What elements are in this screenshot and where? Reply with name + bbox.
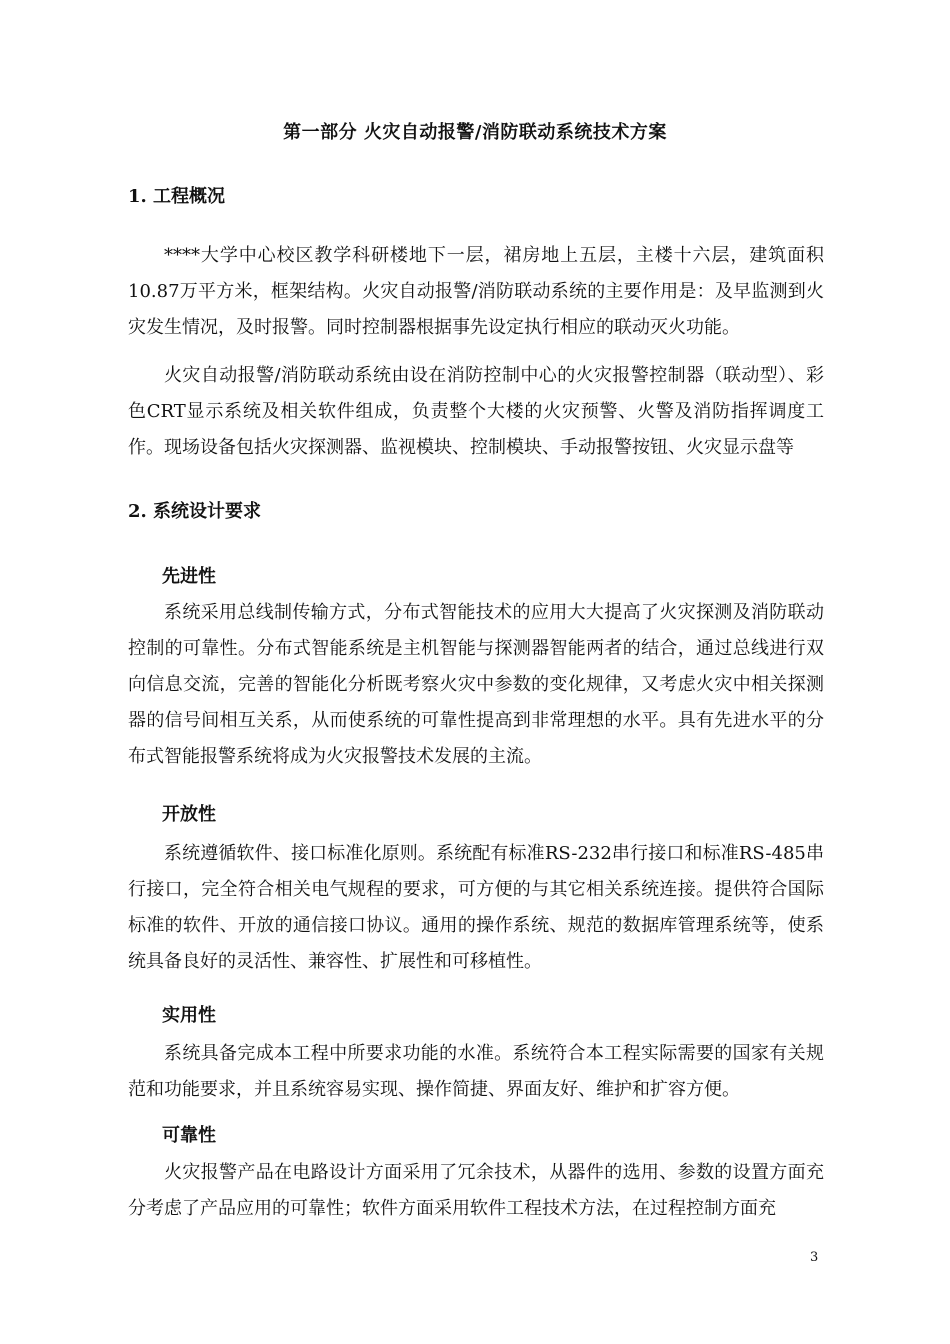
paragraph-practicality: 系统具备完成本工程中所要求功能的水准。系统符合本工程实际需要的国家有关规范和功能要求，并且系统容易实现、操作简捷、界面友好、维护和扩容方便。 bbox=[128, 1043, 824, 1100]
document-title: 第一部分 火灾自动报警/消防联动系统技术方案 bbox=[283, 122, 667, 143]
paragraph-advanced: 系统采用总线制传输方式，分布式智能技术的应用大大提高了火灾探测及消防联动控制的可靠性。分布式智能系统是主机智能与探测器智能两者的结合，通过总线进行双向信息交流，完善的智能化分析既考察火灾中参数的变化规律，又考虑火灾中相关探测器的信号间相互关系，从而使系统的可靠性提高到非常理想的水平。具有先进水平的分布式智能报警系统将成为火灾报警技术发展的主流。 bbox=[128, 602, 824, 767]
subsection-heading-reliability: 可靠性 bbox=[162, 1125, 216, 1146]
paragraph-openness: 系统遵循软件、接口标准化原则。系统配有标准RS-232串行接口和标准RS-485串行接口，完全符合相关电气规程的要求，可方便的与其它相关系统连接。提供符合国际标准的软件、开放的通信接口协议。通用的操作系统、规范的数据库管理系统等，使系统具备良好的灵活性、兼容性、扩展性和可移植性。 bbox=[128, 843, 824, 972]
section-heading-design-requirements: 2. 系统设计要求 bbox=[128, 501, 262, 522]
page-number: 3 bbox=[810, 1250, 819, 1265]
paragraph-reliability: 火灾报警产品在电路设计方面采用了冗余技术，从器件的选用、参数的设置方面充分考虑了产品应用的可靠性；软件方面采用软件工程技术方法，在过程控制方面充 bbox=[128, 1162, 824, 1219]
subsection-heading-openness: 开放性 bbox=[162, 804, 216, 825]
subsection-heading-practicality: 实用性 bbox=[162, 1005, 216, 1026]
paragraph-project-overview-2: 火灾自动报警/消防联动系统由设在消防控制中心的火灾报警控制器（联动型）、彩色CRT显示系统及相关软件组成，负责整个大楼的火灾预警、火警及消防指挥调度工作。现场设备包括火灾探测器、监视模块、控制模块、手动报警按钮、火灾显示盘等 bbox=[128, 365, 824, 458]
paragraph-project-overview-1: ****大学中心校区教学科研楼地下一层，裙房地上五层，主楼十六层，建筑面积10.87万平方米，框架结构。火灾自动报警/消防联动系统的主要作用是：及早监测到火灾发生情况，及时报警。同时控制器根据事先设定执行相应的联动灭火功能。 bbox=[128, 245, 824, 338]
subsection-heading-advanced: 先进性 bbox=[162, 566, 216, 587]
section-heading-project-overview: 1. 工程概况 bbox=[128, 186, 226, 207]
